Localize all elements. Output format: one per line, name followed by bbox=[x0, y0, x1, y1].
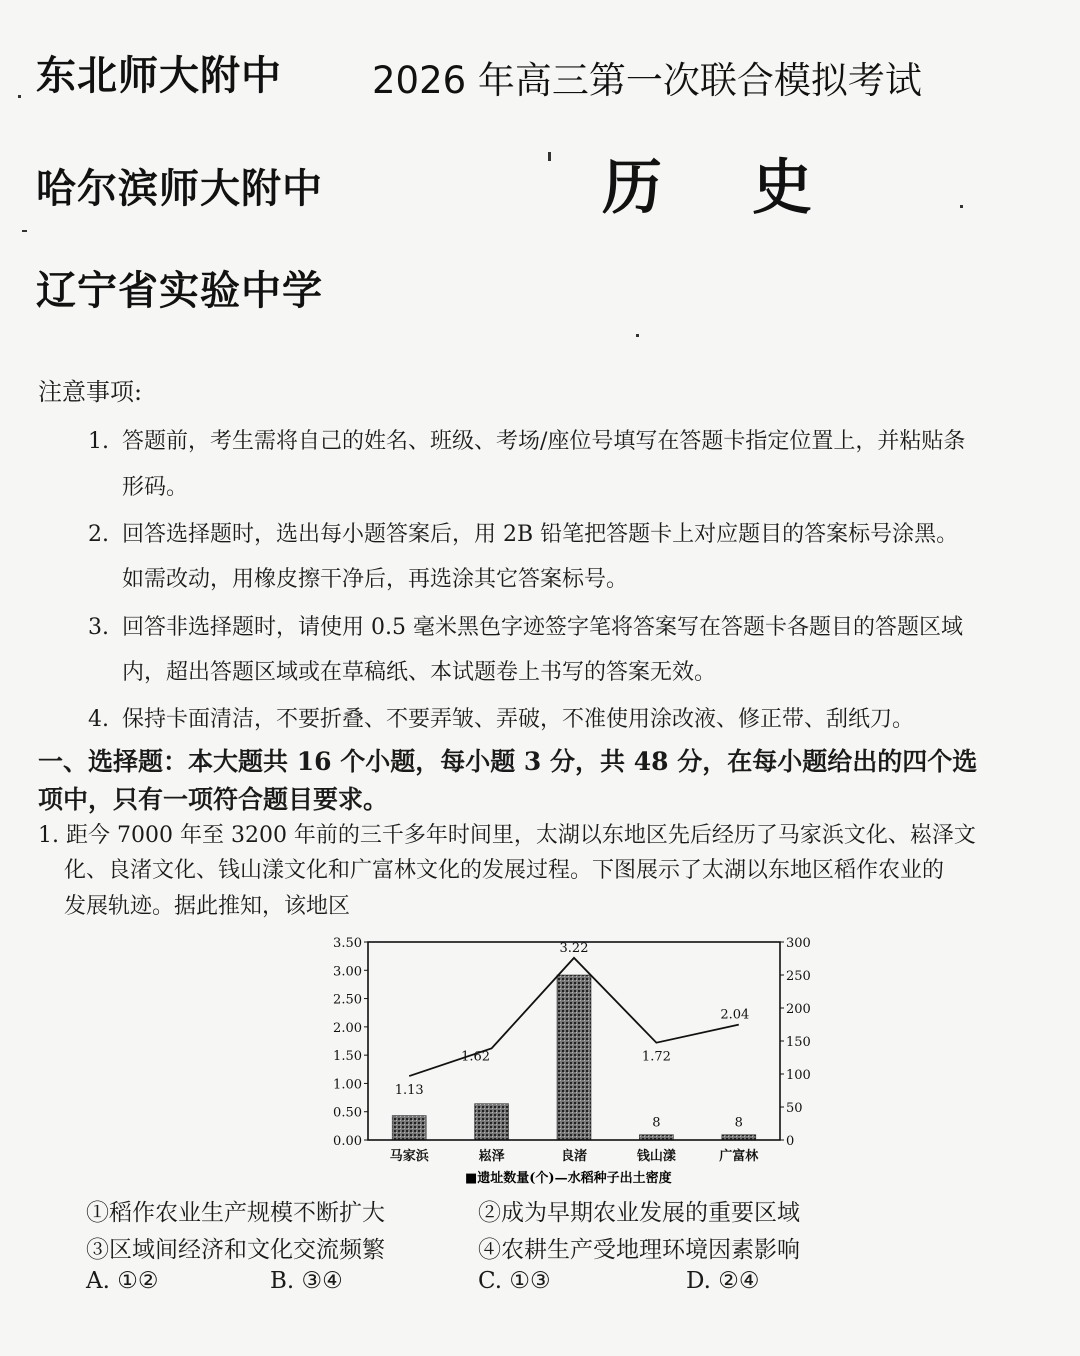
scan-speck bbox=[18, 95, 21, 98]
right-axis-tick-label: 100 bbox=[786, 1068, 811, 1083]
note-4-line-1: 保持卡面清洁，不要折叠、不要弄皱、弄破，不准使用涂改液、修正带、刮纸刀。 bbox=[122, 707, 915, 732]
scan-speck bbox=[22, 230, 27, 232]
choice-a[interactable]: A. ①② bbox=[86, 1268, 159, 1294]
school-name-2: 哈尔滨师大附中 bbox=[36, 166, 323, 212]
site-count-bar-1 bbox=[392, 1116, 426, 1140]
note-3-line-1: 回答非选择题时，请使用 0.5 毫米黑色字迹签字笔将答案写在答题卡各题目的答题区域 bbox=[122, 615, 963, 640]
school-name-1: 东北师大附中 bbox=[36, 53, 282, 99]
right-axis-tick-label: 0 bbox=[786, 1134, 795, 1149]
note-number-1: 1. bbox=[88, 429, 109, 454]
question-1-line-3: 发展轨迹。据此推知，该地区 bbox=[64, 894, 351, 919]
category-label-5: 广富林 bbox=[719, 1149, 759, 1164]
category-label-1: 马家浜 bbox=[389, 1149, 429, 1164]
right-axis-tick-label: 300 bbox=[786, 936, 811, 951]
section-heading-line-1: 一、选择题：本大题共 16 个小题，每小题 3 分，共 48 分，在每小题给出的四个选 bbox=[38, 747, 978, 776]
note-2-line-2: 如需改动，用橡皮擦干净后，再选涂其它答案标号。 bbox=[122, 567, 629, 592]
density-label-2: 1.62 bbox=[461, 1049, 491, 1065]
right-axis-tick-label: 250 bbox=[786, 969, 811, 984]
statement-4: ④农耕生产受地理环境因素影响 bbox=[478, 1237, 800, 1263]
rice-farming-chart bbox=[310, 930, 830, 1192]
note-number-4: 4. bbox=[88, 707, 109, 732]
subject-char-2: 史 bbox=[752, 153, 812, 223]
site-count-label-5: 8 bbox=[734, 1115, 743, 1131]
subject-char-1: 历 bbox=[602, 153, 662, 223]
statement-3: ③区域间经济和文化交流频繁 bbox=[86, 1237, 385, 1263]
left-axis-tick-label: 1.50 bbox=[333, 1049, 362, 1065]
question-1-line-1: 1. 距今 7000 年至 3200 年前的三千多年时间里，太湖以东地区先后经历了马家浜文化、崧泽文 bbox=[38, 823, 976, 848]
right-axis-tick-label: 150 bbox=[786, 1035, 811, 1050]
choice-b[interactable]: B. ③④ bbox=[270, 1268, 343, 1294]
left-axis-tick-label: 3.50 bbox=[333, 936, 362, 951]
statement-1: ①稻作农业生产规模不断扩大 bbox=[86, 1200, 385, 1226]
exam-title: 2026 年高三第一次联合模拟考试 bbox=[372, 59, 922, 102]
site-count-bar-2 bbox=[475, 1104, 509, 1140]
note-1-line-1: 答题前，考生需将自己的姓名、班级、考场/座位号填写在答题卡指定位置上，并粘贴条 bbox=[122, 429, 966, 454]
density-label-4: 1.72 bbox=[641, 1049, 671, 1065]
site-count-label-4: 8 bbox=[652, 1115, 661, 1131]
density-label-3: 3.22 bbox=[559, 940, 589, 956]
notes-title: 注意事项: bbox=[38, 378, 143, 406]
note-number-2: 2. bbox=[88, 522, 109, 547]
left-axis-tick-label: 0.00 bbox=[333, 1134, 362, 1149]
note-1-line-2: 形码。 bbox=[122, 475, 189, 500]
density-label-1: 1.13 bbox=[394, 1083, 424, 1099]
statement-2: ②成为早期农业发展的重要区域 bbox=[478, 1200, 800, 1226]
choice-d[interactable]: D. ②④ bbox=[686, 1268, 760, 1294]
note-3-line-2: 内，超出答题区域或在草稿纸、本试题卷上书写的答案无效。 bbox=[122, 660, 717, 685]
site-count-bar-3 bbox=[557, 975, 591, 1140]
note-number-3: 3. bbox=[88, 615, 109, 640]
section-heading-line-2: 项中，只有一项符合题目要求。 bbox=[38, 785, 389, 814]
note-2-line-1: 回答选择题时，选出每小题答案后，用 2B 铅笔把答题卡上对应题目的答案标号涂黑。 bbox=[122, 522, 959, 547]
scan-speck bbox=[548, 152, 551, 161]
category-label-4: 钱山漾 bbox=[636, 1149, 676, 1164]
scan-speck bbox=[636, 334, 639, 337]
category-label-2: 崧泽 bbox=[478, 1149, 505, 1164]
chart-legend: ■遗址数量(个)—水稻种子出土密度 bbox=[465, 1171, 672, 1186]
right-axis-tick-label: 200 bbox=[786, 1002, 811, 1017]
category-label-3: 良渚 bbox=[560, 1149, 588, 1164]
left-axis-tick-label: 1.00 bbox=[333, 1077, 362, 1093]
density-label-5: 2.04 bbox=[720, 1007, 750, 1023]
right-axis-tick-label: 50 bbox=[786, 1101, 803, 1116]
question-1-line-2: 化、良渚文化、钱山漾文化和广富林文化的发展过程。下图展示了太湖以东地区稻作农业的 bbox=[64, 858, 945, 883]
left-axis-tick-label: 0.50 bbox=[333, 1105, 362, 1121]
school-name-3: 辽宁省实验中学 bbox=[36, 268, 323, 314]
left-axis-tick-label: 3.00 bbox=[333, 964, 362, 980]
left-axis-tick-label: 2.50 bbox=[333, 992, 362, 1008]
scan-speck bbox=[960, 205, 963, 208]
left-axis-tick-label: 2.00 bbox=[333, 1020, 362, 1036]
choice-c[interactable]: C. ①③ bbox=[478, 1268, 551, 1294]
